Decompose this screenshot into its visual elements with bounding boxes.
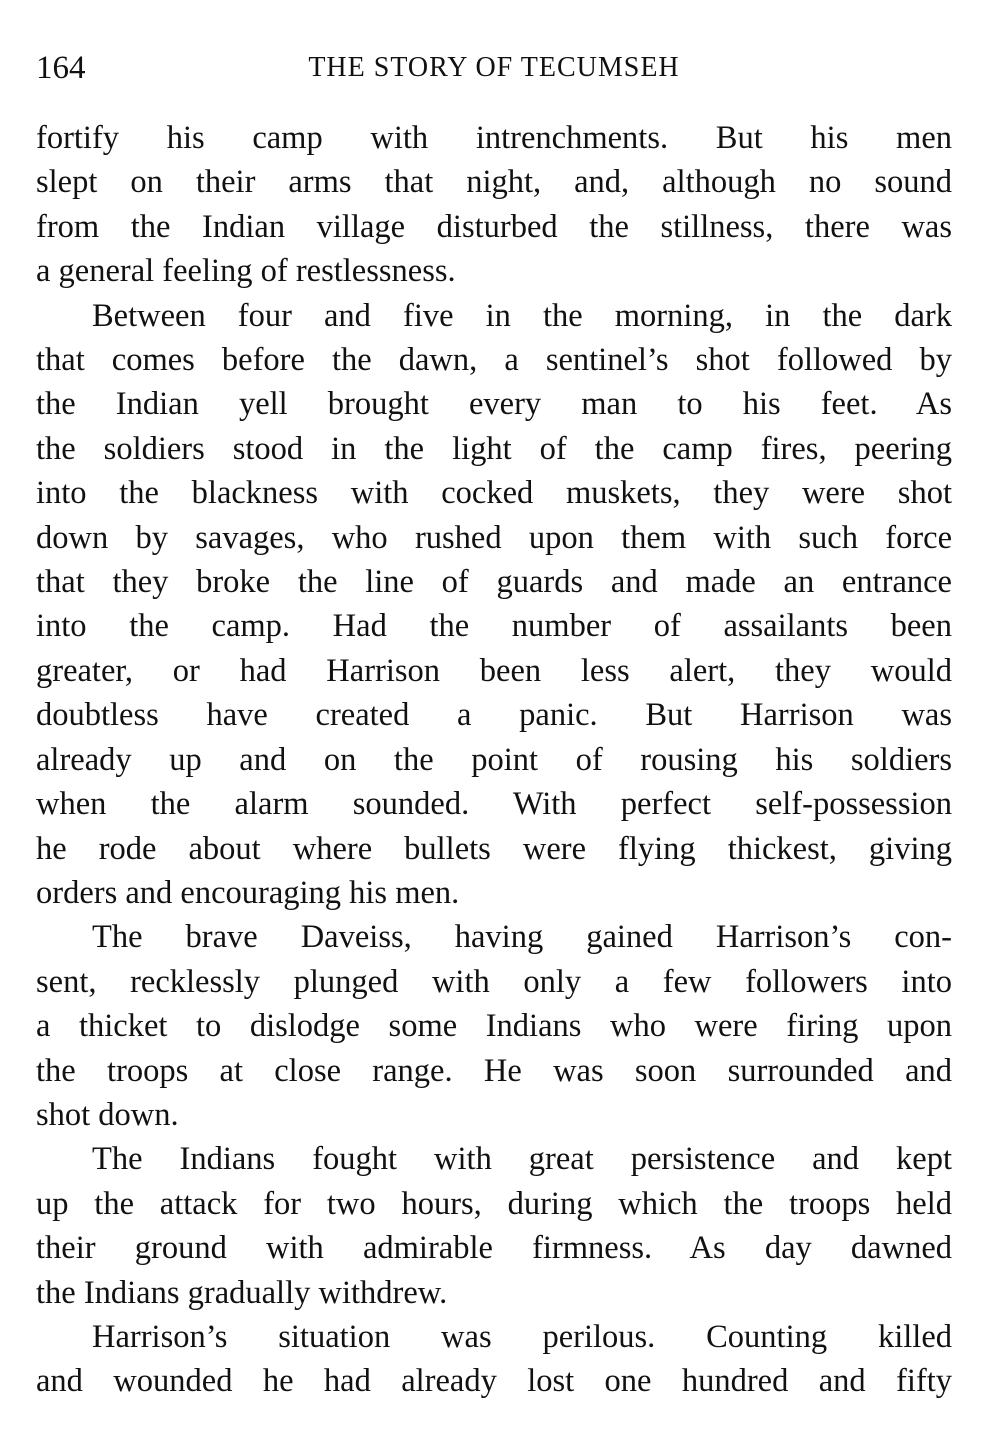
paragraph [36, 1137, 952, 1315]
text-line: he rode about where bullets were flying thickest, giving [36, 830, 952, 867]
text-line: doubtless have created a panic. But Harrison was [36, 697, 952, 734]
text-line: The brave Daveiss, having gained Harrison’s con- [92, 919, 952, 956]
text-line: that comes before the dawn, a sentinel’s shot followed by [36, 342, 952, 379]
text-line: slept on their arms that night, and, although no sound [36, 164, 952, 201]
text-line: fortify his camp with intrenchments. But his men [36, 120, 952, 156]
book-page [36, 0, 952, 1455]
text-line: that they broke the line of guards and made an entrance [36, 564, 952, 601]
text-line: into the blackness with cocked muskets, they were shot [36, 475, 952, 512]
text-line: shot down. [36, 1096, 179, 1133]
text-line: when the alarm sounded. With perfect self-possession [36, 786, 952, 823]
text-line: sent, recklessly plunged with only a few followers into [36, 963, 952, 1000]
text-line: a general feeling of restlessness. [36, 253, 456, 290]
text-line: a thicket to dislodge some Indians who were firing upon [36, 1008, 952, 1045]
page-number: 164 [36, 50, 86, 86]
text-line: down by savages, who rushed upon them with such force [36, 519, 952, 556]
text-line: the Indian yell brought every man to his feet. As [36, 386, 952, 423]
text-line: into the camp. Had the number of assailants been [36, 608, 952, 645]
text-line: and wounded he had already lost one hundred and fifty [36, 1363, 952, 1400]
text-line: already up and on the point of rousing his soldiers [36, 741, 952, 778]
paragraph [36, 116, 952, 294]
text-line: up the attack for two hours, during which the troops held [36, 1185, 952, 1222]
body-text [36, 116, 952, 1404]
text-line: the soldiers stood in the light of the camp fires, peering [36, 430, 952, 467]
paragraph [36, 294, 952, 916]
text-line: the troops at close range. He was soon surrounded and [36, 1052, 952, 1089]
text-line: Between four and five in the morning, in the dark [92, 297, 952, 334]
text-line: The Indians fought with great persistence and kept [92, 1141, 952, 1178]
running-title: THE STORY OF TECUMSEH [308, 52, 680, 83]
paragraph [36, 915, 952, 1137]
text-line: the Indians gradually withdrew. [36, 1274, 448, 1311]
text-line: their ground with admirable firmness. As day dawned [36, 1230, 952, 1267]
text-line: greater, or had Harrison been less alert, they would [36, 652, 952, 689]
page-header [36, 46, 952, 90]
text-line: orders and encouraging his men. [36, 874, 460, 911]
paragraph [36, 1315, 952, 1404]
text-line: from the Indian village disturbed the stillness, there was [36, 208, 952, 245]
text-line: Harrison’s situation was perilous. Counting killed [92, 1318, 952, 1355]
